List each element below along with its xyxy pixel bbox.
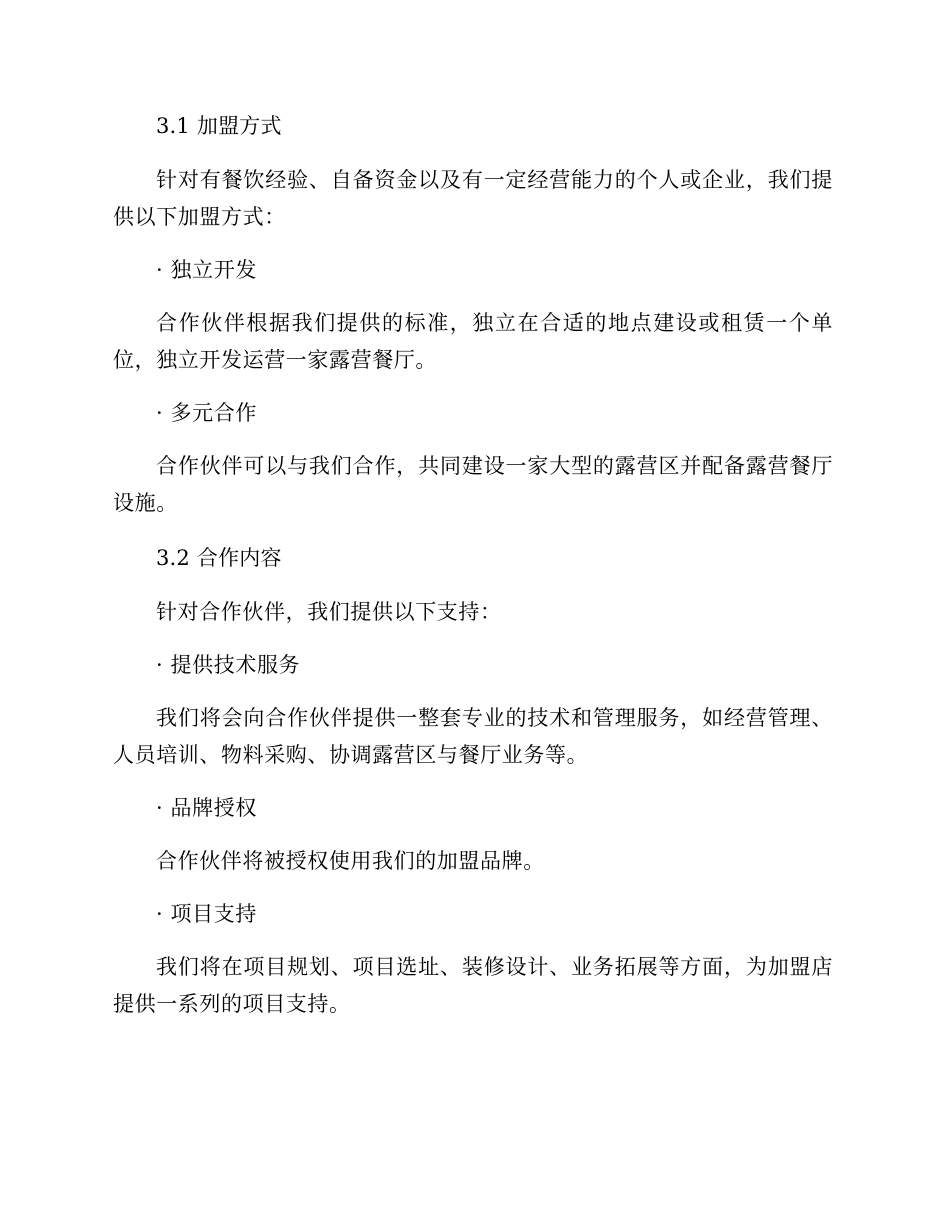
- bullet-title-brand-license: · 品牌授权: [156, 796, 257, 820]
- bullet-title-tech-service: · 提供技术服务: [156, 653, 301, 677]
- bullet-body-tech-service: 我们将会向合作伙伴提供一整套专业的技术和管理服务，如经营管理、人员培训、物料采购、协调露营区与餐厅业务等。: [113, 706, 833, 767]
- document-content: [113, 106, 833, 1039]
- bullet-body-independent: 合作伙伴根据我们提供的标准，独立在合适的地点建设或租赁一个单位，独立开发运营一家露营餐厅。: [113, 311, 833, 372]
- bullet-title-independent: · 独立开发: [156, 258, 257, 282]
- section-3-1-intro: 针对有餐饮经验、自备资金以及有一定经营能力的个人或企业，我们提供以下加盟方式：: [113, 168, 833, 229]
- bullet-body-project-support: 我们将在项目规划、项目选址、装修设计、业务拓展等方面，为加盟店提供一系列的项目支持。: [113, 955, 833, 1016]
- bullet-title-cooperation: · 多元合作: [156, 401, 257, 425]
- section-heading-3-2: 3.2 合作内容: [156, 546, 282, 570]
- section-3-2-intro: 针对合作伙伴，我们提供以下支持：: [156, 600, 502, 624]
- section-heading-3-1: 3.1 加盟方式: [156, 114, 282, 138]
- bullet-body-brand-license: 合作伙伴将被授权使用我们的加盟品牌。: [156, 849, 545, 873]
- bullet-body-cooperation: 合作伙伴可以与我们合作，共同建设一家大型的露营区并配备露营餐厅设施。: [113, 454, 833, 515]
- bullet-title-project-support: · 项目支持: [156, 902, 257, 926]
